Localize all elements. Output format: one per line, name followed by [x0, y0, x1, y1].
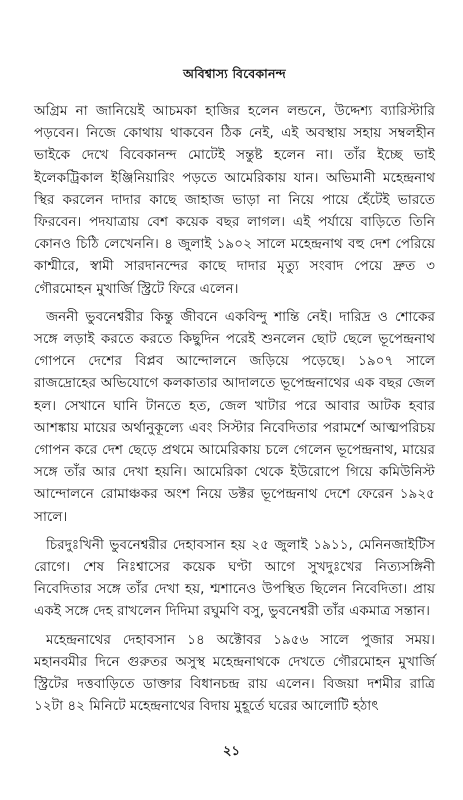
page-number: ২১ [223, 744, 240, 759]
running-title: অবিশ্বাস্য বিবেকানন্দ [183, 66, 286, 81]
paragraph-2: জননী ভুবনেশ্বরীর কিন্তু জীবনে একবিন্দু শান্তি নেই। দারিদ্র ও শোকের সঙ্গে লড়াই করতে করতে কিছুদিন পরেই শুনলেন ছোট ছেলে ভূপেন্দ্রনাথ গোপনে দেশের বিপ্লব আন্দোলনে জড়িয়ে পড়েছে। ১৯০৭ সালে রাজদ্রোহের অভিযোগে কলকাতার আদালতে ভূপেন্দ্রনাথের এক বছর জেল হল। সেখানে ঘানি টানতে হত, জেল খাটার পরে আবার আটক হবার আশঙ্কায় মায়ের অর্থানুকূল্যে এবং সিস্টার নিবেদিতার পরামর্শে আত্মপরিচয় গোপন করে দেশ ছেড়ে প্রথমে আমেরিকায় চলে গেলেন ভূপেন্দ্রনাথ, মায়ের সঙ্গে তাঁর আর দেখা হয়নি। আমেরিকা থেকে ইউরোপে গিয়ে কমিউনিস্ট আন্দোলনে রোমাঞ্চকর অংশ নিয়ে ডক্টর ভূপেন্দ্রনাথ দেশে ফেরেন ১৯২৫ সালে। [34, 308, 435, 525]
paragraph-4: মহেন্দ্রনাথের দেহাবসান ১৪ অক্টোবর ১৯৫৬ সালে পুজার সময়। মহানবমীর দিনে গুরুতর অসুস্থ মহেন্দ্রনাথকে দেখতে গৌরমোহন মুখার্জি স্ট্রিটের দত্তবাড়িতে ডাক্তার বিধানচন্দ্র রায় এলেন। বিজয়া দশমীর রাত্রি ১২টা ৪২ মিনিটে মহেন্দ্রনাথের বিদায় মুহূর্তে ঘরের আলোটি হঠাৎ [34, 631, 435, 715]
paragraph-1: অগ্রিম না জানিয়েই আচমকা হাজির হলেন লন্ডনে, উদ্দেশ্য ব্যারিস্টারি পড়বেন। নিজে কোথায় থাকবেন ঠিক নেই, এই অবস্থায় সহায় সম্বলহীন ভাইকে দেখে বিবেকানন্দ মোটেই সন্তুষ্ট হলেন না। তাঁর ইচ্ছে ভাই ইলেকট্রিকাল ইঞ্জিনিয়ারিং পড়তে আমেরিকায় যান। অভিমানী মহেন্দ্রনাথ স্থির করলেন দাদার কাছে জাহাজ ভাড়া না নিয়ে পায়ে হেঁটেই ভারতে ফিরবেন। পদযাত্রায় বেশ কয়েক বছর লাগল। এই পর্যায়ে বাড়িতে তিনি কোনও চিঠি লেখেননি। ৪ জুলাই ১৯০২ সালে মহেন্দ্রনাথ বহু দেশ পেরিয়ে কাশ্মীরে, স্বামী সারদানন্দের কাছে দাদার মৃত্যু সংবাদ পেয়ে দ্রুত ৩ গৌরমোহন মুখার্জি স্ট্রিটে ফিরে এলেন। [34, 103, 436, 297]
body-text [34, 100, 435, 717]
paragraph-3: চিরদুঃখিনী ভুবনেশ্বরীর দেহাবসান হয় ২৫ জুলাই ১৯১১, মেনিনজাইটিস রোগে। শেষ নিঃশ্বাসের কয়েক ঘণ্টা আগে সুখদুঃখের নিত্যসঙ্গিনী নিবেদিতার সঙ্গে তাঁর দেখা হয়, শ্মশানেও উপস্থিত ছিলেন নিবেদিতা। প্রায় একই সঙ্গে দেহ রাখলেন দিদিমা রঘুমণি বসু, ভুবনেশ্বরী তাঁর একমাত্র সন্তান। [34, 536, 435, 620]
